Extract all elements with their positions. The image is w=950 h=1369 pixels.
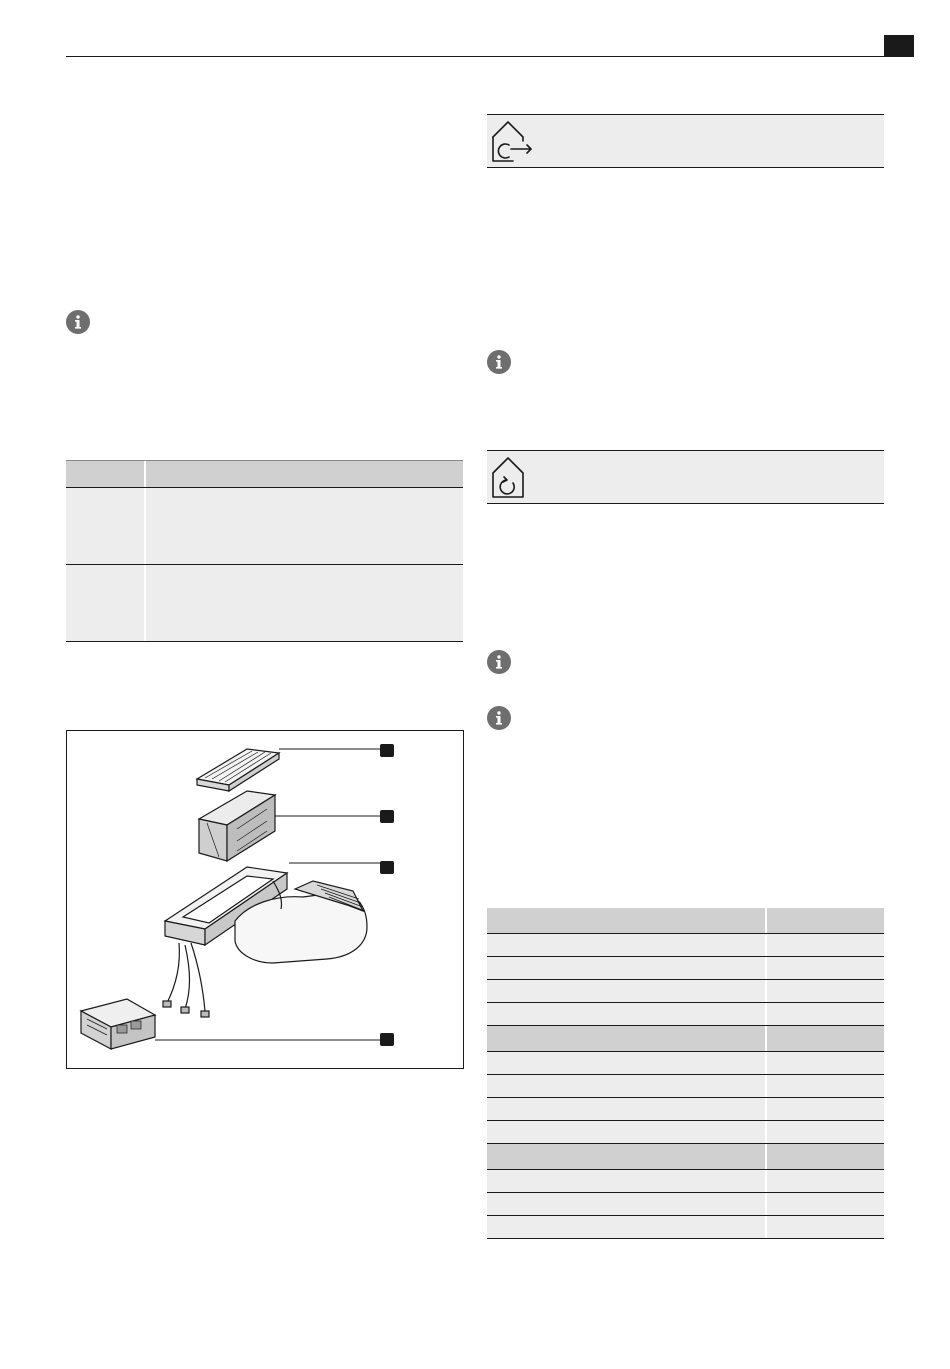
header-rule [66, 56, 884, 57]
info-icon [487, 650, 511, 674]
table-header [66, 460, 463, 487]
callout-marker [380, 861, 394, 874]
table-row [487, 1216, 884, 1239]
table-row [66, 564, 463, 642]
callout-box [487, 450, 884, 504]
table-section-header [487, 1026, 884, 1052]
table-row [487, 1075, 884, 1098]
table-row [487, 1121, 884, 1144]
page-number-tab [884, 35, 914, 57]
table-row [487, 1193, 884, 1216]
exploded-view-figure [66, 730, 464, 1069]
table-section-header [487, 908, 884, 934]
spec-table-left [66, 460, 463, 642]
table-row [66, 487, 463, 564]
table-row [487, 957, 884, 980]
callout-markers [380, 744, 394, 1046]
home-export-icon [489, 117, 535, 165]
callout-marker [380, 1033, 394, 1046]
callout-marker [380, 744, 394, 757]
table-row [487, 980, 884, 1003]
callout-marker [380, 810, 394, 823]
callout-box [487, 114, 884, 168]
info-icon [487, 350, 511, 374]
table-row [487, 1098, 884, 1121]
table-row [487, 934, 884, 957]
table-row [487, 1052, 884, 1075]
home-refresh-icon [489, 453, 535, 501]
table-section-header [487, 1144, 884, 1170]
table-row [487, 1003, 884, 1026]
info-icon [487, 706, 511, 730]
info-icon [66, 310, 90, 334]
table-row [487, 1170, 884, 1193]
spec-table-right [487, 908, 884, 1239]
exploded-view-drawing [67, 731, 463, 1068]
